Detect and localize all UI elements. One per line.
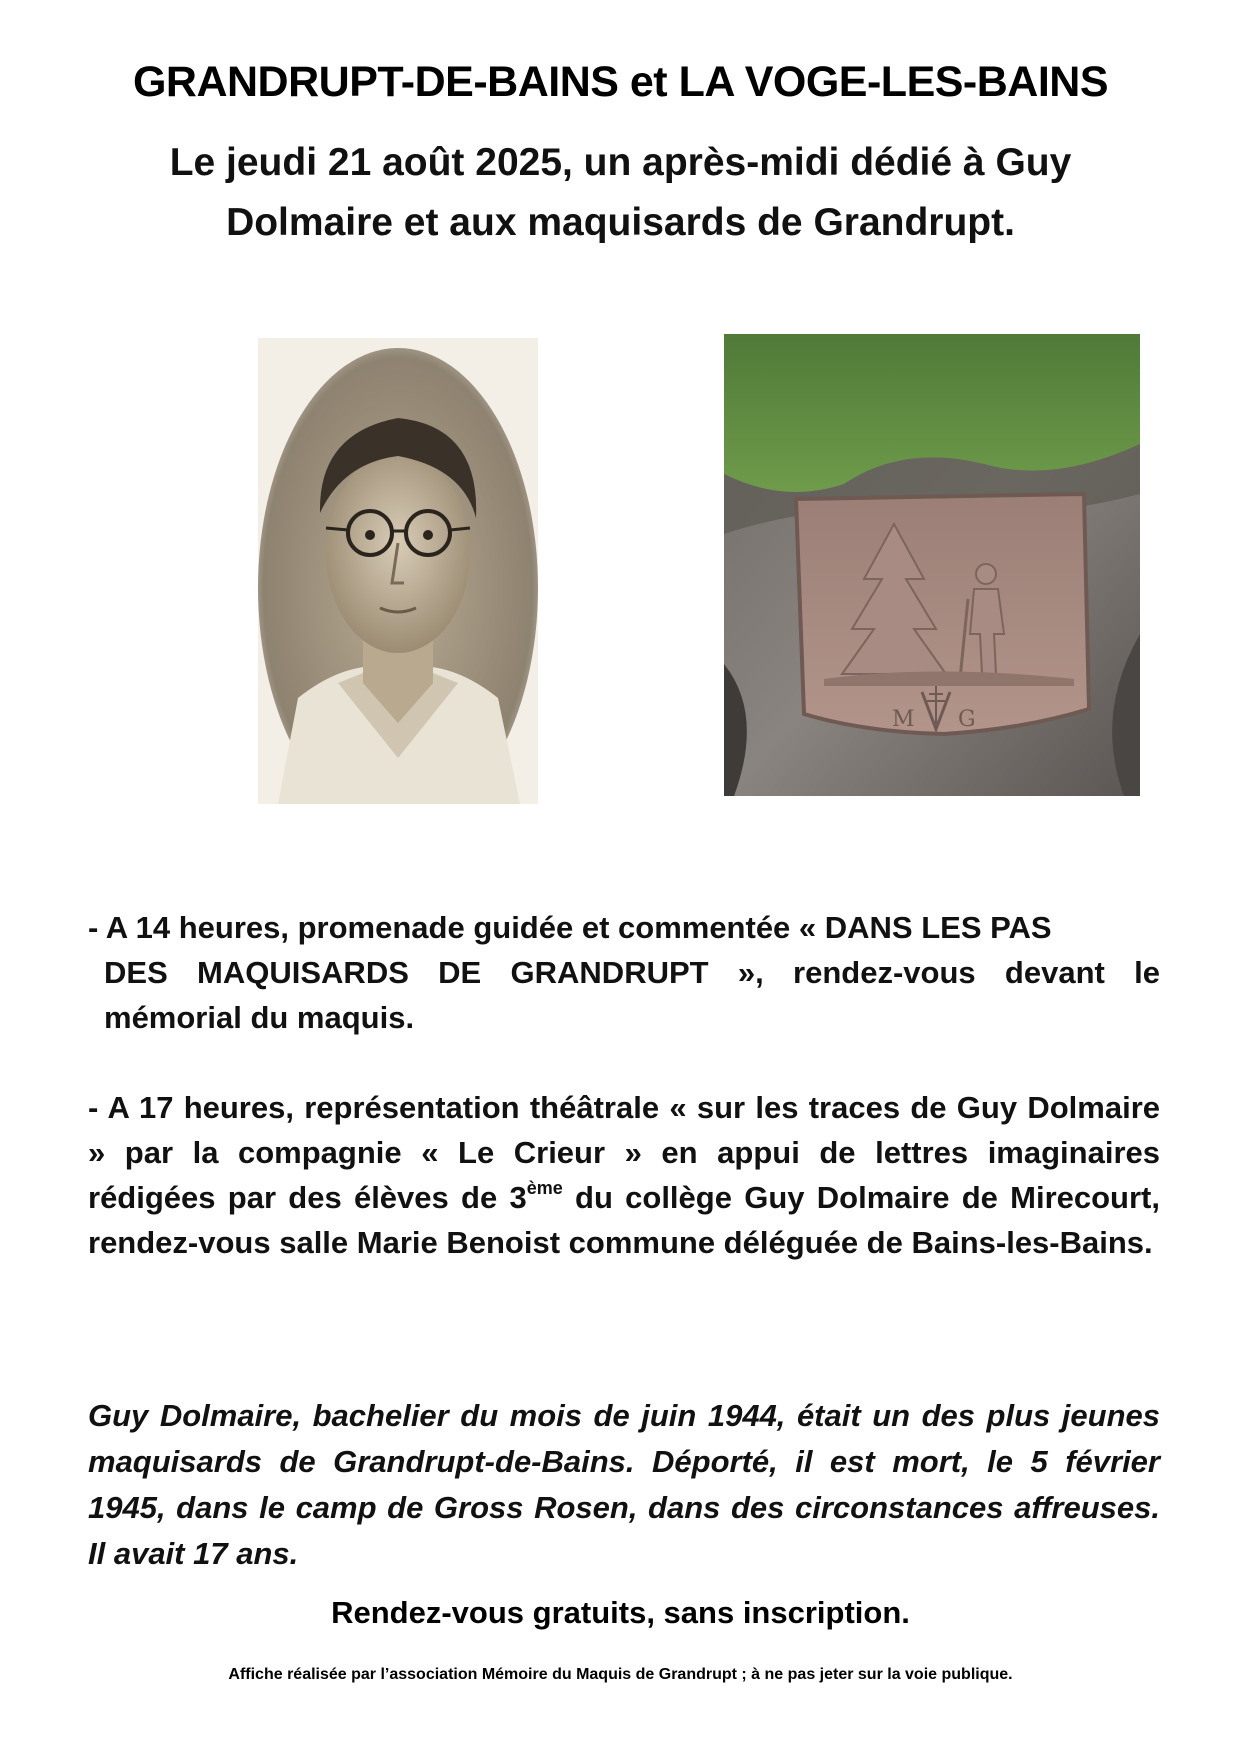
guy-dolmaire-portrait (258, 338, 538, 804)
event-second-text-end: du collège Guy Dolmaire de Mirecourt, rendez-vous salle Marie Benoist commune déléguée de Bains-les-Bains. (88, 1180, 1160, 1260)
poster-title: GRANDRUPT-DE-BAINS et LA VOGE-LES-BAINS (132, 58, 1109, 106)
event-first-line1: - A 14 heures, promenade guidée et commentée « DANS LES PAS (88, 910, 1052, 945)
poster-subtitle: Le jeudi 21 août 2025, un après-midi dédié à Guy Dolmaire et aux maquisards de Grandrupt. (169, 141, 1072, 244)
event-first-rest: DES MAQUISARDS DE GRANDRUPT », rendez-vous devant le mémorial du maquis. (104, 955, 1160, 1035)
event-second (88, 1085, 1160, 1265)
free-notice: Rendez-vous gratuits, sans inscription. (331, 1595, 910, 1630)
stone-letter-m: M (892, 707, 915, 732)
memorial-stone-photo (724, 334, 1140, 796)
biography-paragraph: Guy Dolmaire, bachelier du mois de juin 1944, était un des plus jeunes maquisards de Grandrupt-de-Bains. Déporté, il est mort, le 5 février 1945, dans le camp de Gross Rosen, dans des circonstances affreuses. Il avait 17 ans. (88, 1398, 1160, 1571)
event-second-superscript: ème (526, 1178, 563, 1198)
stone-letter-g: G (958, 707, 976, 732)
event-first (88, 905, 1160, 1040)
footer-note: Affiche réalisée par l’association Mémoire du Maquis de Grandrupt ; à ne pas jeter sur la voie publique. (228, 1666, 1013, 1683)
event-second-text: - A 17 heures, représentation théâtrale « sur les traces de Guy Dolmaire » par la compagnie « Le Crieur » en appui de lettres imaginaires rédigées par des élèves de 3 (88, 1090, 1160, 1215)
